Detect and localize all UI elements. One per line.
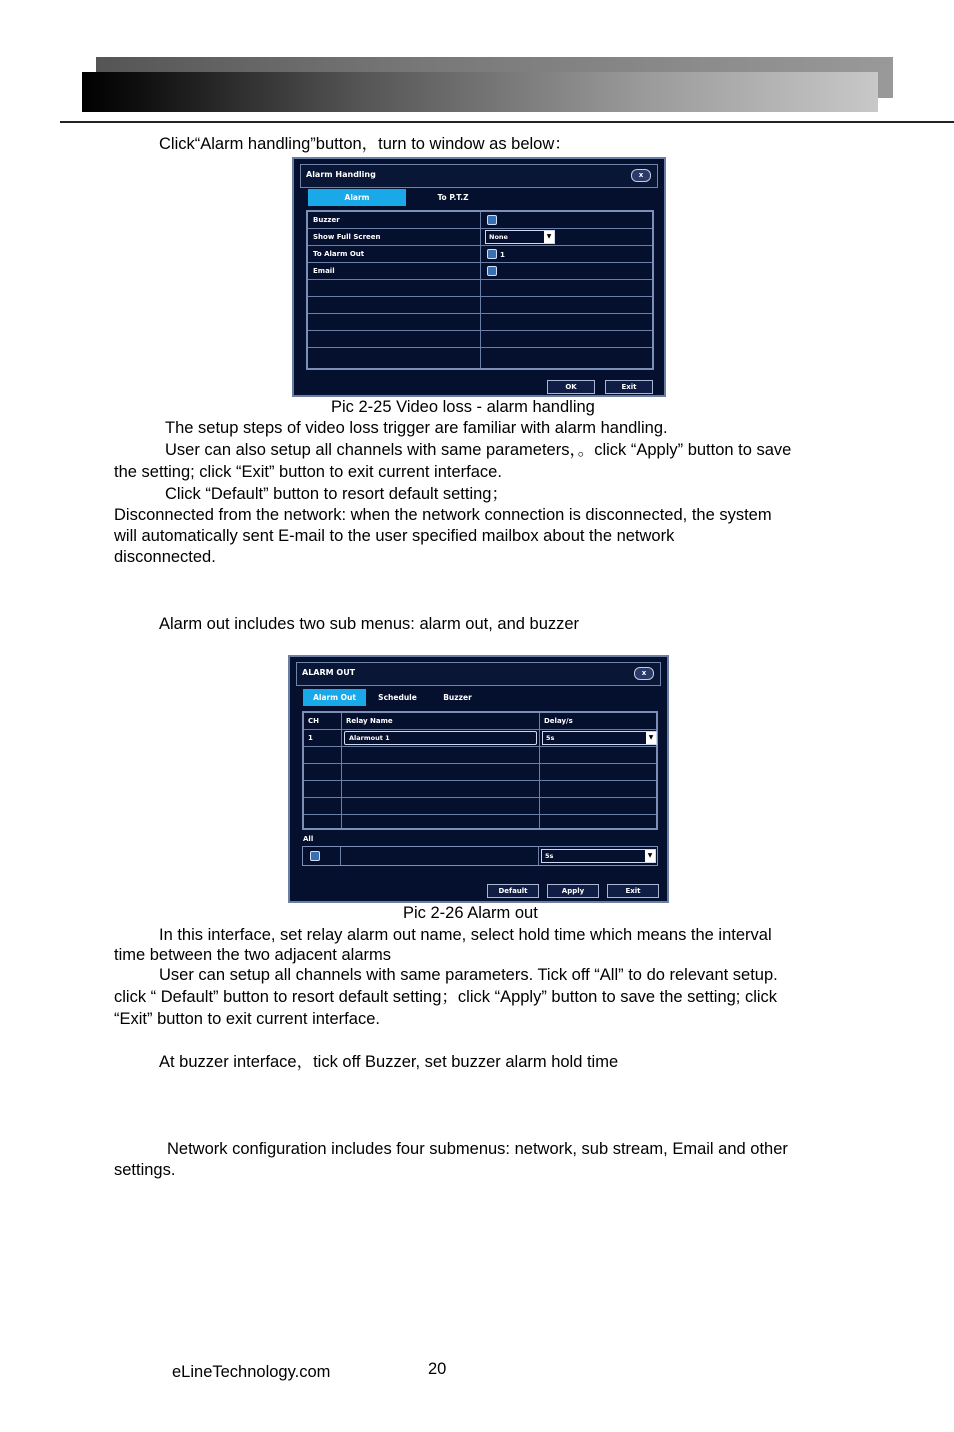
para-apply-2a: User can setup all channels with same parameters. Tick off “All” to do relevant setup. bbox=[159, 966, 778, 984]
para-network-b: settings. bbox=[114, 1161, 176, 1179]
tab-buzzer[interactable]: Buzzer bbox=[443, 693, 472, 702]
footer-site: eLineTechnology.com bbox=[172, 1363, 331, 1381]
empty-row bbox=[304, 747, 656, 764]
alarm-out-table bbox=[302, 711, 658, 830]
header-relay-name: Relay Name bbox=[346, 717, 393, 725]
header-delay: Delay/s bbox=[544, 717, 573, 725]
all-checkbox[interactable] bbox=[310, 851, 320, 861]
window-titlebar bbox=[300, 164, 658, 188]
para-disconnect-b: will automatically sent E-mail to the user specified mailbox about the network bbox=[114, 527, 675, 545]
empty-row bbox=[304, 815, 656, 828]
alarm-grid bbox=[306, 210, 654, 370]
label-buzzer: Buzzer bbox=[313, 216, 340, 224]
row-to-alarm-out bbox=[308, 246, 652, 263]
caption-pic-2-25: Pic 2-25 Video loss - alarm handling bbox=[331, 398, 595, 416]
chevron-down-icon: ▼ bbox=[645, 850, 655, 862]
full-screen-value: None bbox=[489, 233, 508, 241]
label-email: Email bbox=[313, 267, 335, 275]
empty-row bbox=[304, 764, 656, 781]
para-relay-b: time between the two adjacent alarms bbox=[114, 946, 391, 964]
row-show-full-screen bbox=[308, 229, 652, 246]
window-title: ALARM OUT bbox=[302, 668, 356, 677]
empty-row bbox=[304, 781, 656, 798]
alarm-out-window bbox=[288, 655, 669, 903]
empty-row bbox=[304, 798, 656, 815]
relay-name-input[interactable]: Alarmout 1 bbox=[344, 731, 537, 745]
close-icon[interactable]: x bbox=[631, 169, 651, 182]
para-network-a: Network configuration includes four submenus: network, sub stream, Email and other bbox=[167, 1140, 788, 1158]
empty-row bbox=[308, 280, 652, 297]
label-to-alarm-out: To Alarm Out bbox=[313, 250, 365, 258]
para-default-1: Click “Default” button to resort default setting； bbox=[165, 485, 508, 503]
caption-pic-2-26: Pic 2-26 Alarm out bbox=[403, 904, 538, 922]
chevron-down-icon: ▼ bbox=[544, 231, 554, 243]
all-delay-select[interactable] bbox=[541, 849, 656, 863]
para-apply-1a: User can also setup all channels with same parameters，。click “Apply” button to save bbox=[165, 441, 792, 459]
all-row bbox=[302, 846, 658, 866]
para-disconnect-c: disconnected. bbox=[114, 548, 216, 566]
exit-button[interactable]: Exit bbox=[607, 884, 659, 898]
para-video-loss: The setup steps of video loss trigger are familiar with alarm handling. bbox=[165, 419, 668, 437]
alarm-handling-window bbox=[292, 157, 666, 397]
row-ch: 1 bbox=[308, 734, 313, 742]
tab-alarm[interactable]: Alarm bbox=[308, 189, 406, 206]
para-apply-1b: the setting; click “Exit” button to exit current interface. bbox=[114, 463, 502, 481]
window-titlebar bbox=[296, 662, 661, 686]
apply-button[interactable]: Apply bbox=[547, 884, 599, 898]
full-screen-select[interactable] bbox=[485, 230, 555, 244]
ok-button[interactable]: OK bbox=[547, 380, 595, 394]
label-show-full-screen: Show Full Screen bbox=[313, 233, 381, 241]
window-title: Alarm Handling bbox=[306, 170, 376, 179]
chevron-down-icon: ▼ bbox=[646, 732, 656, 744]
header-rule bbox=[60, 121, 954, 123]
all-delay-value: 5s bbox=[545, 852, 554, 860]
empty-row bbox=[308, 297, 652, 314]
header-ch: CH bbox=[308, 717, 319, 725]
default-button[interactable]: Default bbox=[487, 884, 539, 898]
empty-row bbox=[308, 314, 652, 331]
delay-select[interactable] bbox=[542, 731, 657, 745]
intro-text: Click“Alarm handling”button，turn to window as below： bbox=[159, 135, 571, 153]
tab-schedule[interactable]: Schedule bbox=[378, 693, 417, 702]
page-number: 20 bbox=[428, 1360, 447, 1378]
all-label: All bbox=[303, 835, 314, 843]
alarm-out-checkbox-label: 1 bbox=[500, 251, 505, 259]
row-email bbox=[308, 263, 652, 280]
exit-button[interactable]: Exit bbox=[605, 380, 653, 394]
delay-value: 5s bbox=[546, 734, 555, 742]
row-buzzer bbox=[308, 212, 652, 229]
empty-row bbox=[308, 331, 652, 348]
tab-to-ptz[interactable]: To P.T.Z bbox=[437, 193, 469, 202]
para-disconnect-a: Disconnected from the network: when the network connection is disconnected, the system bbox=[114, 506, 772, 524]
close-icon[interactable]: x bbox=[634, 667, 654, 680]
email-checkbox[interactable] bbox=[487, 266, 497, 276]
para-buzzer: At buzzer interface，tick off Buzzer, set buzzer alarm hold time bbox=[159, 1053, 619, 1071]
para-relay-a: In this interface, set relay alarm out name, select hold time which means the interval bbox=[159, 926, 772, 944]
buzzer-checkbox[interactable] bbox=[487, 215, 497, 225]
para-apply-2c: “Exit” button to exit current interface. bbox=[114, 1010, 380, 1028]
table-header bbox=[304, 713, 656, 730]
para-alarm-out-intro: Alarm out includes two sub menus: alarm out, and buzzer bbox=[159, 615, 580, 633]
tab-alarm-out[interactable]: Alarm Out bbox=[303, 689, 366, 706]
table-row bbox=[304, 730, 656, 747]
para-apply-2b: click “ Default” button to resort default setting；click “Apply” button to save the setting; click bbox=[114, 988, 778, 1006]
empty-row bbox=[308, 348, 652, 368]
alarm-out-checkbox[interactable] bbox=[487, 249, 497, 259]
header-bar-front bbox=[82, 72, 878, 112]
